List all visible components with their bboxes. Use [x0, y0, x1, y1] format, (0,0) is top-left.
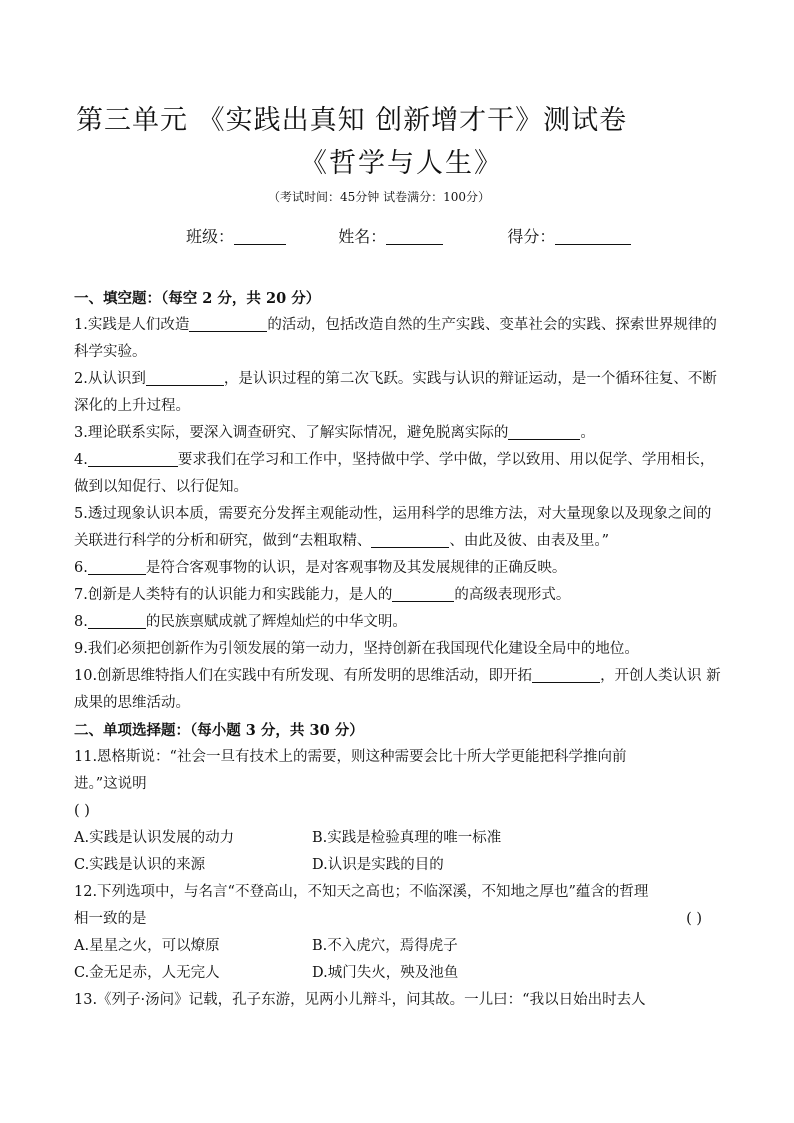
- question-4: 4. 要求我们在学习和工作中，坚持做中学、学中做，学以致用、用以促学、学用相长，做到以知促行、以行促知。: [74, 452, 715, 495]
- answer-paren[interactable]: ( ): [686, 911, 702, 927]
- answer-blank[interactable]: [371, 532, 449, 548]
- name-field[interactable]: [338, 224, 443, 247]
- class-label: 班级：: [186, 227, 235, 246]
- question-5: 5.透过现象认识本质，需要充分发挥主观能动性，运用科学的思维方法，对大量现象以及现象之间的关联进行科学的分析和研究，做到“去粗取精、 、由此及彼、由表及里。”: [74, 506, 712, 549]
- score-field[interactable]: [507, 224, 631, 247]
- question-12-stem: 12.下列选项中，与名言“不登高山，不知天之高也；不临深溪，不知地之厚也”蕴含的哲理: [74, 884, 649, 900]
- question-11-stem: 11.恩格斯说：“社会一旦有技术上的需要，则这种需要会比十所大学更能把科学推向前: [74, 749, 627, 765]
- answer-blank[interactable]: [146, 370, 224, 386]
- question-7: 7.创新是人类特有的认识能力和实践能力，是人的 的高级表现形式。: [74, 587, 571, 603]
- question-11-options-row1: [74, 825, 724, 852]
- section-heading-fill: 一、填空题：（每空 2 分，共 20 分）: [74, 290, 321, 307]
- score-blank[interactable]: [555, 228, 631, 245]
- answer-blank[interactable]: [88, 451, 178, 467]
- option-d[interactable]: D.城门失火，殃及池鱼: [312, 965, 459, 981]
- question-12-stem-cont: 相一致的是 ( ): [74, 906, 724, 933]
- name-label: 姓名：: [338, 227, 387, 246]
- answer-paren[interactable]: ( ): [74, 803, 90, 819]
- answer-blank[interactable]: [532, 667, 600, 683]
- exam-title: 第三单元 《实践出真知 创新增才干》测试卷: [76, 105, 628, 136]
- exam-info: （考试时间：45分钟 试卷满分：100分）: [268, 190, 490, 204]
- question-12-options-row2: [74, 960, 724, 987]
- answer-blank[interactable]: [88, 559, 146, 575]
- option-a[interactable]: A.实践是认识发展的动力: [74, 830, 235, 846]
- name-blank[interactable]: [386, 228, 443, 245]
- answer-blank[interactable]: [392, 586, 454, 602]
- question-1: 1.实践是人们改造 的活动，包括改造自然的生产实践、变革社会的实践、探索世界规律的科学实验。: [74, 317, 717, 360]
- section-heading-choice: 二、单项选择题：（每小题 3 分，共 30 分）: [74, 722, 364, 739]
- answer-blank[interactable]: [88, 613, 146, 629]
- class-blank[interactable]: [234, 228, 286, 245]
- option-b[interactable]: B.不入虎穴，焉得虎子: [312, 938, 458, 954]
- question-13-stem: 13.《列子·汤问》记载，孔子东游，见两小儿辩斗，问其故。一儿曰：“我以日始出时去人: [74, 992, 646, 1008]
- option-a[interactable]: A.星星之火，可以燎原: [74, 938, 220, 954]
- question-12-options-row1: [74, 933, 724, 960]
- option-c[interactable]: C.实践是认识的来源: [74, 857, 206, 873]
- question-3: 3.理论联系实际，要深入调查研究、了解实际情况，避免脱离实际的 。: [74, 425, 595, 441]
- question-8: 8. 的民族禀赋成就了辉煌灿烂的中华文明。: [74, 614, 407, 630]
- question-11-options-row2: [74, 852, 724, 879]
- score-label: 得分：: [507, 227, 556, 246]
- answer-blank[interactable]: [508, 424, 580, 440]
- question-10: 10.创新思维特指人们在实践中有所发现、有所发明的思维活动，即开拓 ，开创人类认识 新成果的思维活动。: [74, 668, 721, 711]
- class-field[interactable]: [186, 224, 286, 247]
- option-b[interactable]: B.实践是检验真理的唯一标准: [312, 830, 502, 846]
- question-9: 9.我们必须把创新作为引领发展的第一动力，坚持创新在我国现代化建设全局中的地位。: [74, 641, 639, 657]
- question-content: [74, 285, 724, 1014]
- option-c[interactable]: C.金无足赤，人无完人: [74, 965, 220, 981]
- answer-blank[interactable]: [189, 316, 267, 332]
- option-d[interactable]: D.认识是实践的目的: [312, 857, 444, 873]
- question-6: 6. 是符合客观事物的认识，是对客观事物及其发展规律的正确反映。: [74, 560, 567, 576]
- question-2: 2.从认识到 ，是认识过程的第二次飞跃。实践与认识的辩证运动，是一个循环往复、不断深化的上升过程。: [74, 371, 717, 414]
- question-11-stem-cont: 进。”这说明: [74, 776, 147, 792]
- exam-subtitle: 《哲学与人生》: [300, 148, 503, 179]
- student-info-row: [186, 224, 631, 247]
